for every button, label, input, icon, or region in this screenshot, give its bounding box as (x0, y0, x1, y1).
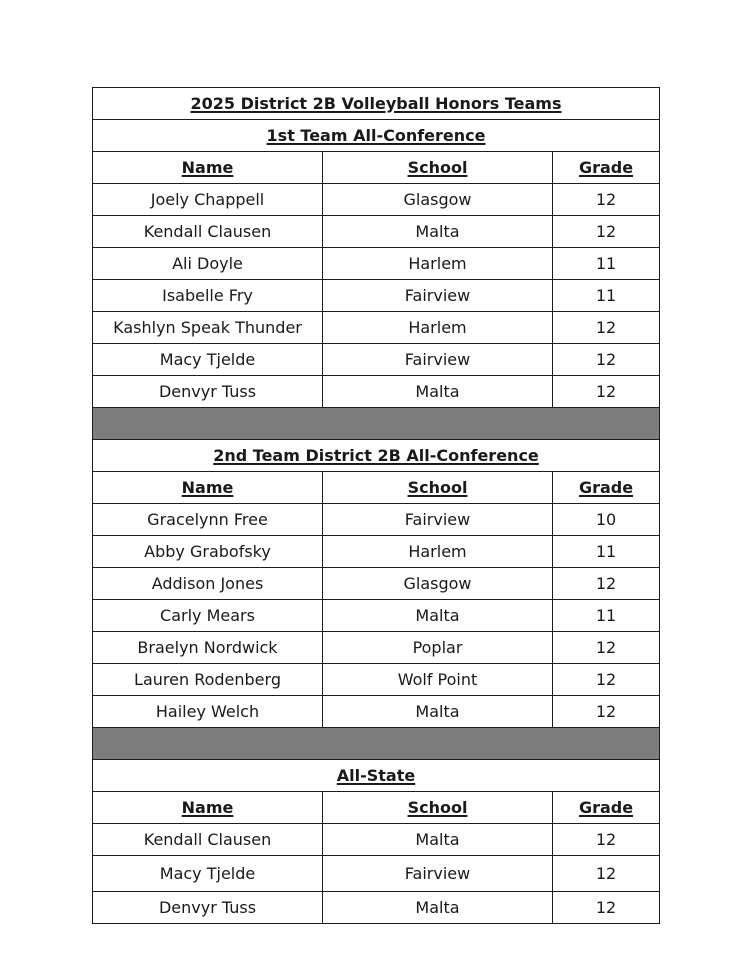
table-row (93, 312, 660, 344)
grade-cell: 12 (553, 824, 660, 856)
grade-cell: 12 (553, 216, 660, 248)
player-name-cell: Macy Tjelde (93, 344, 323, 376)
table-row (93, 892, 660, 924)
section-title-row (93, 440, 660, 472)
separator-bar (93, 728, 660, 760)
school-cell: Harlem (323, 312, 553, 344)
table-row (93, 632, 660, 664)
table-row (93, 664, 660, 696)
grade-cell: 12 (553, 892, 660, 924)
section-1 (93, 120, 660, 408)
grade-cell: 11 (553, 600, 660, 632)
grade-cell: 12 (553, 856, 660, 892)
table-row (93, 600, 660, 632)
column-header-school: School (323, 792, 553, 824)
section-title: All-State (93, 760, 660, 792)
honors-table (92, 87, 660, 924)
grade-cell: 12 (553, 632, 660, 664)
column-header-row (93, 152, 660, 184)
grade-cell: 11 (553, 248, 660, 280)
column-header-row (93, 792, 660, 824)
player-name-cell: Isabelle Fry (93, 280, 323, 312)
column-header-row (93, 472, 660, 504)
school-cell: Wolf Point (323, 664, 553, 696)
section-separator (93, 408, 660, 440)
school-cell: Fairview (323, 504, 553, 536)
table-row (93, 280, 660, 312)
table-row (93, 184, 660, 216)
table-row (93, 824, 660, 856)
column-header-name: Name (93, 152, 323, 184)
grade-cell: 11 (553, 280, 660, 312)
player-name-cell: Macy Tjelde (93, 856, 323, 892)
player-name-cell: Addison Jones (93, 568, 323, 600)
school-cell: Malta (323, 696, 553, 728)
school-cell: Glasgow (323, 184, 553, 216)
separator-row (93, 408, 660, 440)
grade-cell: 12 (553, 376, 660, 408)
player-name-cell: Denvyr Tuss (93, 892, 323, 924)
table-row (93, 344, 660, 376)
section-title: 2nd Team District 2B All-Conference (93, 440, 660, 472)
column-header-grade: Grade (553, 792, 660, 824)
player-name-cell: Ali Doyle (93, 248, 323, 280)
grade-cell: 11 (553, 536, 660, 568)
school-cell: Fairview (323, 856, 553, 892)
player-name-cell: Abby Grabofsky (93, 536, 323, 568)
school-cell: Malta (323, 376, 553, 408)
school-cell: Malta (323, 824, 553, 856)
school-cell: Poplar (323, 632, 553, 664)
player-name-cell: Kashlyn Speak Thunder (93, 312, 323, 344)
section-3 (93, 760, 660, 924)
school-cell: Malta (323, 600, 553, 632)
grade-cell: 12 (553, 312, 660, 344)
grade-cell: 12 (553, 344, 660, 376)
table-row (93, 216, 660, 248)
player-name-cell: Hailey Welch (93, 696, 323, 728)
table-row (93, 696, 660, 728)
separator-row (93, 728, 660, 760)
school-cell: Fairview (323, 280, 553, 312)
table-row (93, 376, 660, 408)
player-name-cell: Kendall Clausen (93, 216, 323, 248)
title-row (93, 88, 660, 120)
school-cell: Malta (323, 892, 553, 924)
column-header-school: School (323, 472, 553, 504)
table-title-head (93, 88, 660, 120)
grade-cell: 12 (553, 664, 660, 696)
section-title-row (93, 760, 660, 792)
grade-cell: 12 (553, 568, 660, 600)
player-name-cell: Kendall Clausen (93, 824, 323, 856)
section-title-row (93, 120, 660, 152)
section-2 (93, 440, 660, 728)
grade-cell: 12 (553, 184, 660, 216)
table-row (93, 568, 660, 600)
school-cell: Fairview (323, 344, 553, 376)
player-name-cell: Joely Chappell (93, 184, 323, 216)
table-row (93, 504, 660, 536)
school-cell: Glasgow (323, 568, 553, 600)
separator-bar (93, 408, 660, 440)
school-cell: Malta (323, 216, 553, 248)
section-title: 1st Team All-Conference (93, 120, 660, 152)
column-header-grade: Grade (553, 472, 660, 504)
column-header-name: Name (93, 792, 323, 824)
player-name-cell: Denvyr Tuss (93, 376, 323, 408)
section-separator (93, 728, 660, 760)
player-name-cell: Braelyn Nordwick (93, 632, 323, 664)
grade-cell: 10 (553, 504, 660, 536)
column-header-school: School (323, 152, 553, 184)
column-header-name: Name (93, 472, 323, 504)
school-cell: Harlem (323, 248, 553, 280)
table-row (93, 856, 660, 892)
player-name-cell: Gracelynn Free (93, 504, 323, 536)
table-row (93, 248, 660, 280)
player-name-cell: Lauren Rodenberg (93, 664, 323, 696)
player-name-cell: Carly Mears (93, 600, 323, 632)
table-row (93, 536, 660, 568)
school-cell: Harlem (323, 536, 553, 568)
grade-cell: 12 (553, 696, 660, 728)
column-header-grade: Grade (553, 152, 660, 184)
document-title: 2025 District 2B Volleyball Honors Teams (93, 88, 660, 120)
